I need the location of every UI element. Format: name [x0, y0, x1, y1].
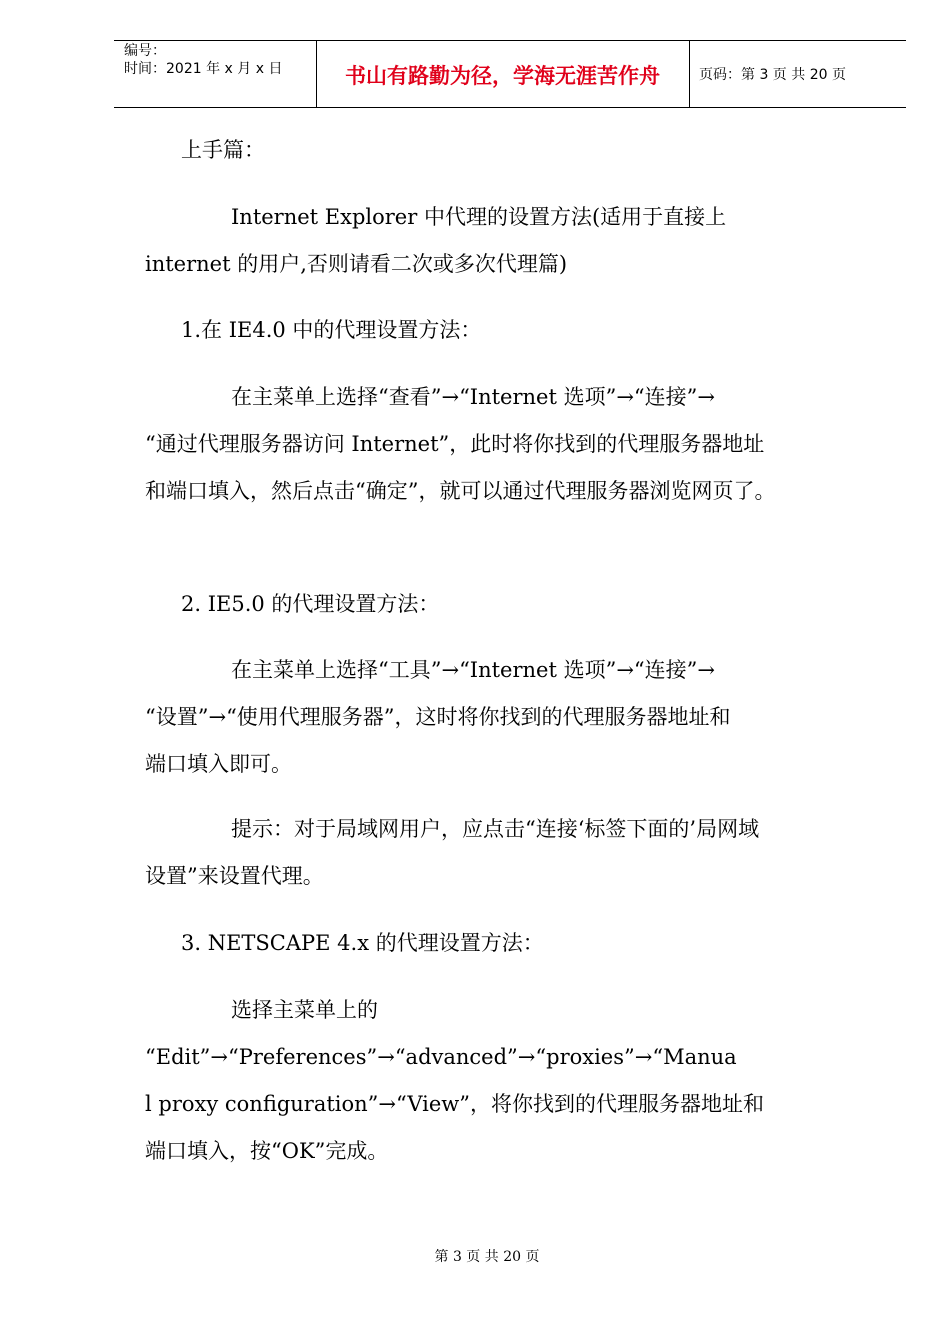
serial-label: 编号： — [124, 43, 166, 59]
item1-line: 和端口填入，然后点击“确定”，就可以通过代理服务器浏览网页了。 — [145, 479, 776, 503]
item3-heading: 3. NETSCAPE 4.x 的代理设置方法： — [181, 931, 544, 955]
tip-line: 设置”来设置代理。 — [145, 864, 324, 888]
header-bottom-rule — [114, 107, 906, 108]
item2-paragraph — [145, 647, 880, 788]
header-page-info: 页码：第 3 页 共 20 页 — [699, 67, 846, 83]
intro-line: internet 的用户,否则请看二次或多次代理篇) — [145, 252, 568, 276]
time-label: 时间：2021 年 x 月 x 日 — [124, 61, 283, 77]
header-motto: 书山有路勤为径，学海无涯苦作舟 — [345, 64, 660, 88]
item2-heading: 2. IE5.0 的代理设置方法： — [181, 592, 440, 616]
item1-heading: 1.在 IE4.0 中的代理设置方法： — [181, 318, 482, 342]
item2-line: 端口填入即可。 — [145, 752, 292, 776]
item1-line: 在主菜单上选择“查看”→“Internet 选项”→“连接”→ — [231, 385, 715, 409]
intro-paragraph — [145, 194, 880, 288]
item2-line: “设置”→“使用代理服务器”，这时将你找到的代理服务器地址和 — [145, 705, 731, 729]
header-divider-right — [689, 40, 690, 107]
intro-line: Internet Explorer 中代理的设置方法(适用于直接上 — [231, 205, 727, 229]
section-title: 上手篇： — [181, 138, 265, 162]
item1-line: “通过代理服务器访问 Internet”，此时将你找到的代理服务器地址 — [145, 432, 765, 456]
header-meta — [124, 42, 282, 78]
item3-line: 选择主菜单上的 — [231, 998, 378, 1022]
item3-line: 端口填入，按“OK”完成。 — [145, 1139, 389, 1163]
footer-page-number: 第 3 页 共 20 页 — [434, 1249, 540, 1265]
header-top-rule — [114, 40, 906, 41]
item3-paragraph — [145, 987, 880, 1175]
tip-paragraph — [145, 806, 880, 900]
tip-line: 提示：对于局域网用户，应点击“连接‘标签下面的’局网域 — [231, 817, 760, 841]
item1-paragraph — [145, 374, 880, 515]
item3-line: “Edit”→“Preferences”→“advanced”→“proxies”→“Manua — [145, 1045, 737, 1069]
item3-line: l proxy configuration”→“View”，将你找到的代理服务器地址和 — [145, 1092, 764, 1116]
item2-line: 在主菜单上选择“工具”→“Internet 选项”→“连接”→ — [231, 658, 715, 682]
